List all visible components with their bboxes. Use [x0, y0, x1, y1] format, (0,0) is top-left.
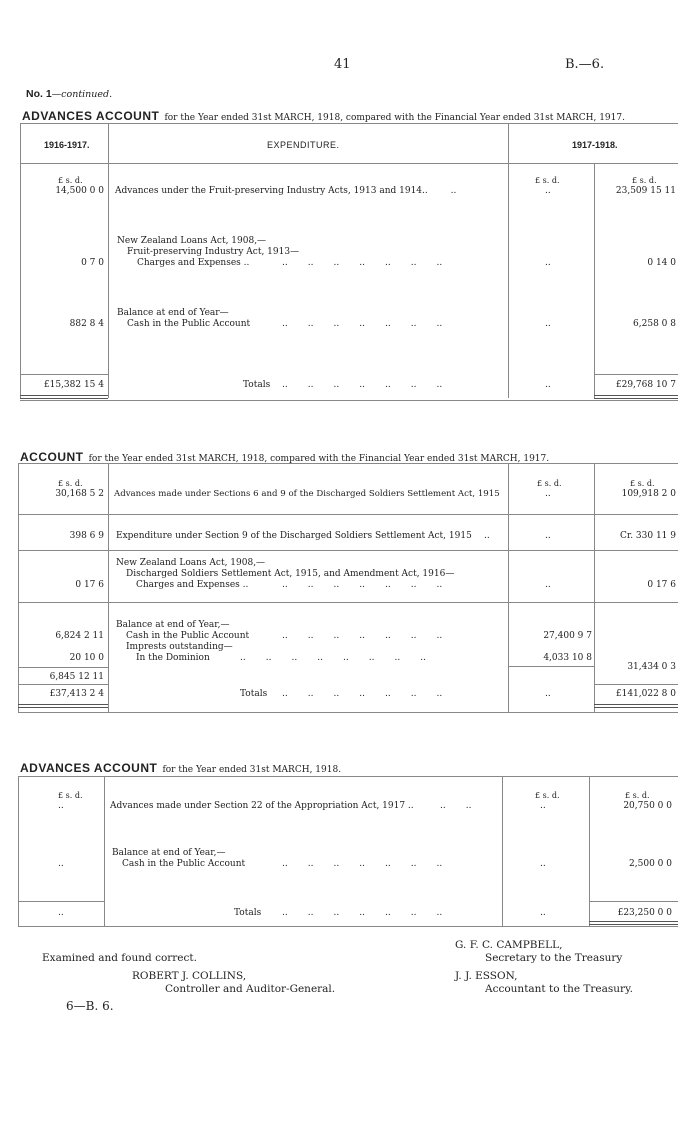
section1-title-bold: ADVANCES ACCOUNT	[22, 109, 160, 123]
s1-units-sub: £ s. d.	[535, 176, 560, 185]
s1-total-sub: ..	[545, 380, 551, 390]
s3-total-curr: £23,250 0 0	[617, 908, 672, 918]
s2-total-curr: £141,022 8 0	[615, 689, 676, 699]
s2-row2-curr: Cr. 330 11 9	[620, 531, 676, 541]
s1-row1-prev: 14,500 0 0	[55, 186, 104, 196]
s1-row3-sub: ..	[545, 319, 551, 329]
s1-units-prev: £ s. d.	[58, 176, 83, 185]
s1-row3-desc-1: Balance at end of Year—	[117, 308, 229, 318]
s1-units-curr: £ s. d.	[632, 176, 657, 185]
secretary-title: Secretary to the Treasury	[485, 952, 623, 964]
accountant-title: Accountant to the Treasury.	[485, 983, 633, 995]
s3-row2-desc-2: Cash in the Public Account	[122, 859, 246, 869]
s2-row3-sub: ..	[545, 580, 551, 590]
s2-row3-dots: .. .. .. .. .. .. ..	[282, 580, 443, 590]
signature-mark: 6—B. 6.	[66, 999, 114, 1013]
continued-heading	[26, 88, 112, 100]
s1-row2-dots: .. .. .. .. .. .. ..	[282, 258, 443, 268]
s2-row2-prev: 398 6 9	[69, 531, 104, 541]
s1-row1-curr: 23,509 15 11	[615, 186, 676, 196]
s1-total-label: Totals	[243, 380, 271, 390]
s2-bal-desc-1: Balance at end of Year,—	[116, 620, 230, 630]
s3-row1-curr: 20,750 0 0	[623, 801, 672, 811]
s2-row3-prev: 0 17 6	[75, 580, 104, 590]
s3-row1-dots: .. ..	[440, 801, 472, 811]
s3-total-dots: .. .. .. .. .. .. ..	[282, 908, 443, 918]
s3-row1-sub: ..	[540, 801, 546, 811]
s1-total-curr: £29,768 10 7	[615, 380, 676, 390]
s1-row3-desc-2: Cash in the Public Account	[127, 319, 251, 329]
s1-row1-desc: Advances under the Fruit-preserving Industry Acts, 1913 and 1914	[115, 186, 423, 196]
page-reference: B.—6.	[565, 57, 605, 72]
s1-row2-sub: ..	[545, 258, 551, 268]
section2-title-bold: ACCOUNT	[20, 450, 84, 464]
s2-bal-dots-2: .. .. .. .. .. .. .. ..	[240, 653, 426, 663]
s2-row2-sub: ..	[545, 531, 551, 541]
section1-title	[22, 105, 625, 124]
accountant-name: J. J. ESSON,	[455, 970, 518, 982]
s2-bal-desc-4: In the Dominion	[136, 653, 210, 663]
s1-total-prev: £15,382 15 4	[43, 380, 104, 390]
heading-number: No. 1	[26, 88, 52, 100]
s2-row3-desc-2: Discharged Soldiers Settlement Act, 1915, and Amendment Act, 1916—	[126, 569, 455, 579]
s3-row1-prev: ..	[58, 801, 64, 811]
s1-row3-prev: 882 8 4	[69, 319, 104, 329]
s3-units-prev: £ s. d.	[58, 791, 83, 800]
examined-note: Examined and found correct.	[42, 952, 197, 964]
s1-col-mid: EXPENDITURE.	[267, 140, 340, 150]
s2-total-dots: .. .. .. .. .. .. ..	[282, 689, 443, 699]
section2-title-rest: for the Year ended 31st MARCH, 1918, compared with the Financial Year ended 31st MARCH, 1917.	[88, 454, 550, 464]
s2-units-sub: £ s. d.	[537, 479, 562, 488]
s1-col-prev: 1916-1917.	[44, 140, 90, 150]
s2-bal-prev1: 6,824 2 11	[55, 631, 104, 641]
s2-bal-curr: 31,434 0 3	[627, 662, 676, 672]
s2-total-label: Totals	[240, 689, 268, 699]
s1-row2-curr: 0 14 0	[647, 258, 676, 268]
s2-bal-desc-2: Cash in the Public Account	[126, 631, 250, 641]
s1-row3-dots: .. .. .. .. .. .. ..	[282, 319, 443, 329]
section3-title-bold: ADVANCES ACCOUNT	[20, 761, 158, 775]
s2-total-sub: ..	[545, 689, 551, 699]
s2-total-prev: £37,413 2 4	[49, 689, 104, 699]
s3-total-sub: ..	[540, 908, 546, 918]
s3-row2-dots: .. .. .. .. .. .. ..	[282, 859, 443, 869]
s1-row2-desc-2: Fruit-preserving Industry Act, 1913—	[127, 247, 300, 257]
section3-title	[20, 757, 341, 776]
section1-title-rest: for the Year ended 31st MARCH, 1918, compared with the Financial Year ended 31st MARCH, 1917.	[164, 113, 625, 123]
s3-total-label: Totals	[234, 908, 262, 918]
section3-title-rest: for the Year ended 31st MARCH, 1918.	[162, 765, 342, 775]
s2-row2-dots: ..	[484, 531, 490, 541]
s1-col-curr: 1917-1918.	[572, 140, 618, 150]
s2-row1-desc: Advances made under Sections 6 and 9 of the Discharged Soldiers Settlement Act, 1915	[114, 489, 500, 499]
s3-row2-sub: ..	[540, 859, 546, 869]
s1-row2-desc-3: Charges and Expenses ..	[137, 258, 250, 268]
auditor-title: Controller and Auditor-General.	[165, 983, 336, 995]
s2-row2-desc: Expenditure under Section 9 of the Discharged Soldiers Settlement Act, 1915	[116, 531, 472, 541]
s1-row2-prev: 0 7 0	[81, 258, 104, 268]
s2-row3-desc-1: New Zealand Loans Act, 1908,—	[116, 558, 266, 568]
s2-bal-dots-1: .. .. .. .. .. .. ..	[282, 631, 443, 641]
s3-row1-desc: Advances made under Section 22 of the Appropriation Act, 1917 ..	[110, 801, 414, 811]
s2-row1-curr: 109,918 2 0	[621, 489, 676, 499]
s2-units-prev: £ s. d.	[58, 479, 83, 488]
page-number: 41	[334, 57, 351, 72]
auditor-name: ROBERT J. COLLINS,	[132, 970, 247, 982]
s2-bal-prev2: 20 10 0	[69, 653, 104, 663]
heading-continued: —continued.	[51, 89, 113, 100]
s1-row1-dots: .. ..	[422, 186, 457, 196]
s2-row1-sub: ..	[545, 489, 551, 499]
secretary-name: G. F. C. CAMPBELL,	[455, 939, 563, 951]
s3-row2-curr: 2,500 0 0	[629, 859, 672, 869]
s2-row1-prev: 30,168 5 2	[55, 489, 104, 499]
s1-row3-curr: 6,258 0 8	[633, 319, 676, 329]
s2-bal-prev-sum: 6,845 12 11	[49, 672, 104, 682]
s3-units-sub: £ s. d.	[535, 791, 560, 800]
s2-bal-sub2: 4,033 10 8	[543, 653, 592, 663]
s2-bal-desc-3: Imprests outstanding—	[126, 642, 233, 652]
s3-row2-desc-1: Balance at end of Year,—	[112, 848, 226, 858]
s1-row2-desc-1: New Zealand Loans Act, 1908,—	[117, 236, 267, 246]
s3-units-curr: £ s. d.	[625, 791, 650, 800]
s1-row1-sub: ..	[545, 186, 551, 196]
s3-total-prev: ..	[58, 908, 64, 918]
s2-units-curr: £ s. d.	[630, 479, 655, 488]
s2-row3-curr: 0 17 6	[647, 580, 676, 590]
s1-total-dots: .. .. .. .. .. .. ..	[282, 380, 443, 390]
s2-row3-desc-3: Charges and Expenses ..	[136, 580, 249, 590]
s3-row2-prev: ..	[58, 859, 64, 869]
s2-bal-sub1: 27,400 9 7	[543, 631, 592, 641]
